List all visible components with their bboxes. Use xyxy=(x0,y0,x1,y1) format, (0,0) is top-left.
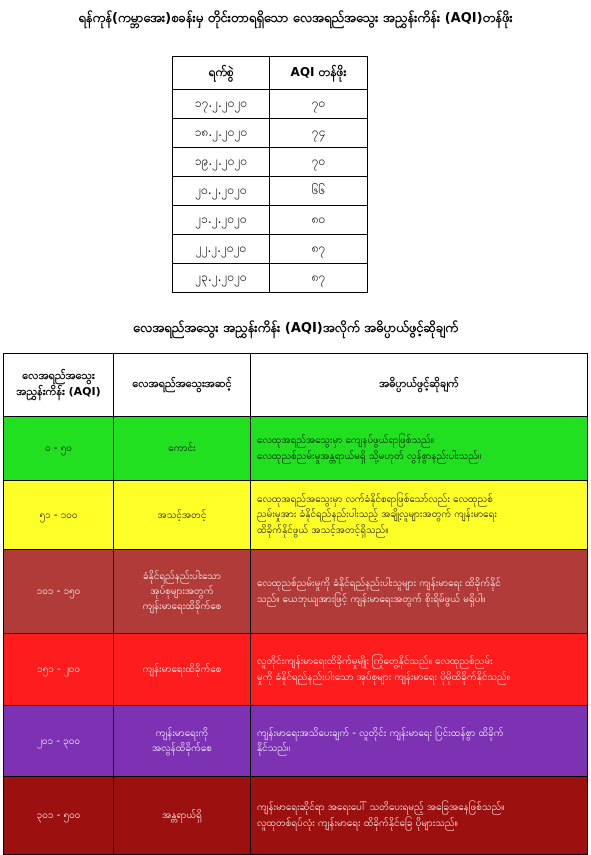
aqi-value-cell: ၇၀ xyxy=(270,90,368,119)
aqi-value-cell: ၈၇ xyxy=(270,264,368,293)
date-cell: ၂၃.၂.၂၀၂၀ xyxy=(173,264,270,293)
aqi-value-cell: ၈၀ xyxy=(270,206,368,235)
table-header-row xyxy=(173,57,368,90)
level-cell: ကောင်း xyxy=(114,417,251,481)
aqi-range-cell: ၅၁ - ၁၀၀ xyxy=(4,481,114,550)
level-cell: အသင့်အတင့် xyxy=(114,481,251,550)
table-row xyxy=(4,777,588,855)
aqi-value-cell: ၆၆ xyxy=(270,177,368,206)
column-header-description: အဓိပ္ပာယ်ဖွင့်ဆိုချက် xyxy=(251,354,588,417)
aqi-range-cell: ၁၀၁ - ၁၅၀ xyxy=(4,550,114,634)
date-cell: ၁၉.၂.၂၀၂၀ xyxy=(173,148,270,177)
date-cell: ၂၁.၂.၂၀၂၀ xyxy=(173,206,270,235)
aqi-values-title: ရန်ကုန်(ကမ္ဘာအေး)စခန်းမှ တိုင်းတာရရှိသော လေအရည်အသွေး အညွှန်းကိန်း (AQI)တန်ဖိုး xyxy=(78,11,513,26)
description-cell: လေထုညစ်ညမ်းမှုကို ခံနိုင်ရည်နည်းပါးသူများ ကျန်းမာရေး ထိခိုက်နိုင် သည်။ ယေဘုယျအားဖြင့် ကျန်းမာရေးအတွက် စိုးရိမ်ဖွယ် မရှိပါ။ xyxy=(251,550,588,634)
level-cell: အန္တရာယ်ရှိ xyxy=(114,777,251,855)
table-row xyxy=(4,481,588,550)
aqi-range-cell: ၁၅၁ - ၂၀၀ xyxy=(4,634,114,706)
column-header-level: လေအရည်အသွေးအဆင့် xyxy=(114,354,251,417)
date-cell: ၂၀.၂.၂၀၂၀ xyxy=(173,177,270,206)
description-cell: လူတိုင်းကျန်းမာရေးထိခိုက်မှုမျိုး ကြုံတွေ့နိုင်သည်။ လေထုညစ်ညမ်း မှုကို ခံနိုင်ရည်နည်းပါးသော အုပ်စုများ ကျန်းမာရေး ပိုမိုထိခိုက်နိုင်သည်။ xyxy=(251,634,588,706)
table-row xyxy=(173,90,368,119)
aqi-advisory-table xyxy=(3,353,588,855)
description-cell: ကျန်းမာရေးဆိုင်ရာ အရေးပေါ် သတိပေးရမည့် အခြေအနေဖြစ်သည်။ လူထုတစ်ရပ်လုံး ကျန်းမာရေး ထိခိုက်နိုင်ခြေ ပိုများသည်။ xyxy=(251,777,588,855)
table-row xyxy=(4,550,588,634)
table-row xyxy=(173,119,368,148)
table-row xyxy=(173,148,368,177)
column-header-aqi: AQI တန်ဖိုး xyxy=(270,57,368,90)
level-cell: ကျန်းမာရေးထိခိုက်စေ xyxy=(114,634,251,706)
table-row xyxy=(4,634,588,706)
aqi-advisory-title: လေအရည်အသွေး အညွှန်းကိန်း (AQI)အလိုက် အဓိပ္ပာယ်ဖွင့်ဆိုချက် xyxy=(132,321,459,336)
aqi-range-cell: ၃၀၁ - ၅၀၀ xyxy=(4,777,114,855)
table-row xyxy=(173,264,368,293)
description-cell: လေထုအရည်အသွေးမှာ လက်ခံနိုင်စရာဖြစ်သော်လည်း လေထုညစ် ညမ်းမှုအား ခံနိုင်ရည်နည်းပါးသည့် အချို့လူများအတွက် ကျန်းမာရေး ထိခိုက်နိုင်ဖွယ် အသင့်အတင့်ရှိသည်။ xyxy=(251,481,588,550)
level-cell: ကျန်းမာရေးကို အလွန်ထိခိုက်စေ xyxy=(114,706,251,777)
date-cell: ၁၇.၂.၂၀၂၀ xyxy=(173,90,270,119)
date-cell: ၁၈.၂.၂၀၂၀ xyxy=(173,119,270,148)
level-cell: ခံနိုင်ရည်နည်းပါးသော အုပ်စုများအတွက် ကျန်းမာရေးထိခိုက်စေ xyxy=(114,550,251,634)
column-header-aqi-range: လေအရည်အသွေး အညွှန်းကိန်း (AQI) xyxy=(4,354,114,417)
aqi-value-cell: ၇၀ xyxy=(270,148,368,177)
table-row xyxy=(173,206,368,235)
date-cell: ၂၂.၂.၂၀၂၀ xyxy=(173,235,270,264)
aqi-range-cell: ၂၀၁ - ၃၀၀ xyxy=(4,706,114,777)
column-header-date: ရက်စွဲ xyxy=(173,57,270,90)
table-row xyxy=(4,706,588,777)
aqi-value-cell: ၇၄ xyxy=(270,119,368,148)
table-header-row xyxy=(4,354,588,417)
table-row xyxy=(173,177,368,206)
description-cell: ကျန်းမာရေးအသိပေးချက် - လူတိုင်း ကျန်းမာရေး ပြင်းထန်စွာ ထိခိုက် နိုင်သည်။ xyxy=(251,706,588,777)
table-row xyxy=(4,417,588,481)
aqi-value-cell: ၈၇ xyxy=(270,235,368,264)
description-cell: လေထုအရည်အသွေးမှာ ကျေနပ်ဖွယ်ရာဖြစ်သည်။ လေထုညစ်ညမ်းမှုအန္တရာယ်မရှိ သို့မဟုတ် လွန်စွာနည်းပါးသည်။ xyxy=(251,417,588,481)
aqi-range-cell: ၀ - ၅၀ xyxy=(4,417,114,481)
table-row xyxy=(173,235,368,264)
aqi-values-table xyxy=(172,56,368,293)
